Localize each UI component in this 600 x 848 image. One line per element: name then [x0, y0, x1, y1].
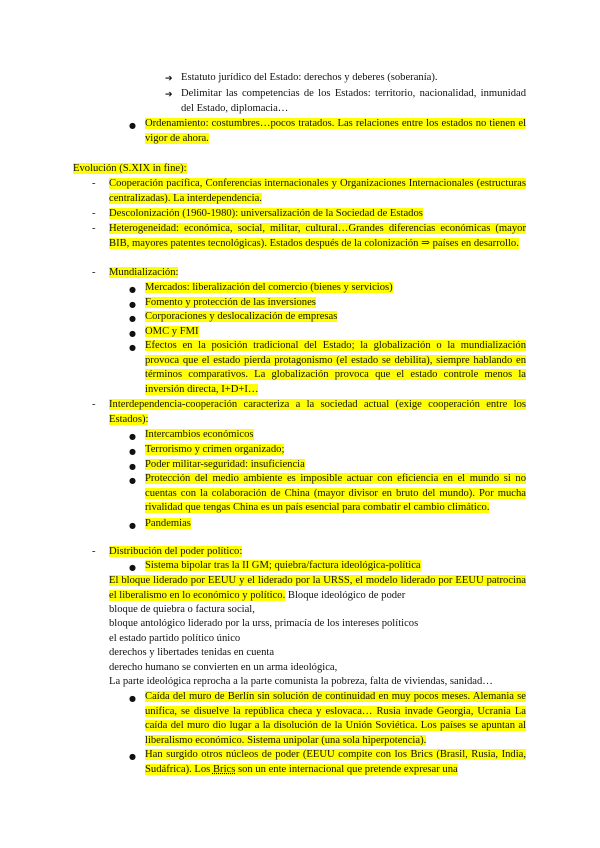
interdependencia-item-pandemias: Pandemias [145, 518, 191, 529]
mundializacion-item-corporaciones: Corporaciones y deslocalización de empresas [145, 311, 338, 322]
bullet-icon: ● [129, 285, 136, 294]
distribucion-item-caida: Caída del muro de Berlín sin solución de continuidad en muy pocos meses. Alemania se unifica, se disuelve la república checa y eslovaca… Rusia invade Georgia, Ucrania La caída del muro dio lugar a la disolución de la Unión Soviética. Los países se apuntan al liberalismo económico. Sistema unipolar (una sola hiperpotencia). [145, 691, 526, 746]
interdependencia-item-poder-militar: Poder militar-seguridad: insuficiencia [145, 459, 305, 470]
bullet-icon: ● [129, 447, 136, 456]
list-item-descolonizacion: Descolonización (1960-1980): universalización de la Sociedad de Estados [109, 208, 423, 219]
interdependencia-item-terrorismo: Terrorismo y crimen organizado; [145, 444, 285, 455]
distribucion-item-brics: Han surgido otros núcleos de poder (EEUU compite con los Brics (Brasil, Rusia, India, Sudáfrica). Los Brics son un ente internacional que pretende expresar una [145, 749, 526, 775]
note-line-parte: La parte ideológica reprocha a la parte comunista la pobreza, falta de viviendas, sanidad… [109, 676, 493, 687]
mundializacion-item-efectos: Efectos en la posición tradicional del Estado; la globalización o la mundialización provoca que el estado pierda protagonismo (el estado se debilita), siempre hablando en términos comparativos. La globalización provoca que el estado controle menos la inversión directa, I+D+I… [145, 340, 526, 395]
distribucion-item-bipolar: Sistema bipolar tras la II GM; quiebra/factura ideológica-política [145, 560, 421, 571]
bullet-icon: ● [129, 314, 136, 323]
bullet-icon: ● [129, 300, 136, 309]
list-item-interdependencia: Interdependencia-cooperación caracteriza a la sociedad actual (exige cooperación entre los Estados): [109, 399, 526, 425]
note-line: bloque de quiebra o factura social, [109, 604, 255, 615]
arrow-item-estatuto: Estatuto jurídico del Estado: derechos y deberes (soberanía). [181, 72, 438, 83]
list-item-heterogeneidad: Heterogeneidad: económica, social, militar, cultural…Grandes diferencias económicas (mayor BIB, mayores patentes tecnológicas). Estados después de la colonización ⇒ países en desarrollo. [109, 223, 526, 249]
bullet-icon: ● [129, 121, 136, 130]
dash-marker: - [92, 208, 96, 219]
bullet-icon: ● [129, 476, 136, 485]
dash-marker: - [92, 178, 96, 189]
bullet-icon: ● [129, 521, 136, 530]
arrow-icon: ➔ [165, 74, 173, 84]
note-line: derecho humano se convierten en un arma ideológica, [109, 662, 338, 673]
mundializacion-item-mercados: Mercados: liberalización del comercio (bienes y servicios) [145, 282, 393, 293]
bullet-icon: ● [129, 462, 136, 471]
list-item-distribucion: Distribución del poder político: [109, 546, 243, 557]
mundializacion-item-omc: OMC y FMI [145, 326, 199, 337]
list-item-cooperacion: Cooperación pacífica, Conferencias internacionales y Organizaciones Internacionales (estructuras centralizadas). La interdependencia. [109, 178, 526, 204]
bullet-icon: ● [129, 752, 136, 761]
interdependencia-item-medio-ambiente: Protección del medio ambiente es imposible actuar con eficiencia en el mundo si no cuentas con la colaboración de China (mayor divisor en bruto del mundo). Por mucha rivalidad que tengas China es un país esencial para combatir el cambio climático. [145, 473, 526, 514]
bullet-ordenamiento: Ordenamiento: costumbres…pocos tratados. Las relaciones entre los estados no tienen el vigor de ahora. [145, 118, 526, 144]
note-line: derechos y libertades tenidas en cuenta [109, 647, 275, 658]
bullet-icon: ● [129, 694, 136, 703]
dash-marker: - [92, 223, 96, 234]
bullet-icon: ● [129, 432, 136, 441]
arrow-icon: ➔ [165, 90, 173, 100]
bullet-icon: ● [129, 329, 136, 338]
bullet-icon: ● [129, 563, 136, 572]
mundializacion-item-fomento: Fomento y protección de las inversiones [145, 297, 316, 308]
note-line: el estado partido político único [109, 633, 241, 644]
paragraph-bloque: El bloque liderado por EEUU y el liderado por la URSS, el modelo liderado por EEUU patrocina el liberalismo en lo económico y político. Bloque ideológico de poder [109, 575, 526, 601]
arrow-item-delimitar: Delimitar las competencias de los Estados: territorio, nacionalidad, inmunidad del Estado, diplomacia… [181, 88, 526, 114]
interdependencia-item-intercambios: Intercambios económicos [145, 429, 254, 440]
dash-marker: - [92, 546, 96, 557]
section-heading-evolucion: Evolución (S.XIX in fine): [73, 163, 187, 174]
bullet-icon: ● [129, 343, 136, 352]
dash-marker: - [92, 267, 96, 278]
note-line: bloque antológico liderado por la urss, primacía de los intereses políticos [109, 618, 419, 629]
list-item-mundializacion: Mundialización: [109, 267, 179, 278]
dash-marker: - [92, 399, 96, 410]
